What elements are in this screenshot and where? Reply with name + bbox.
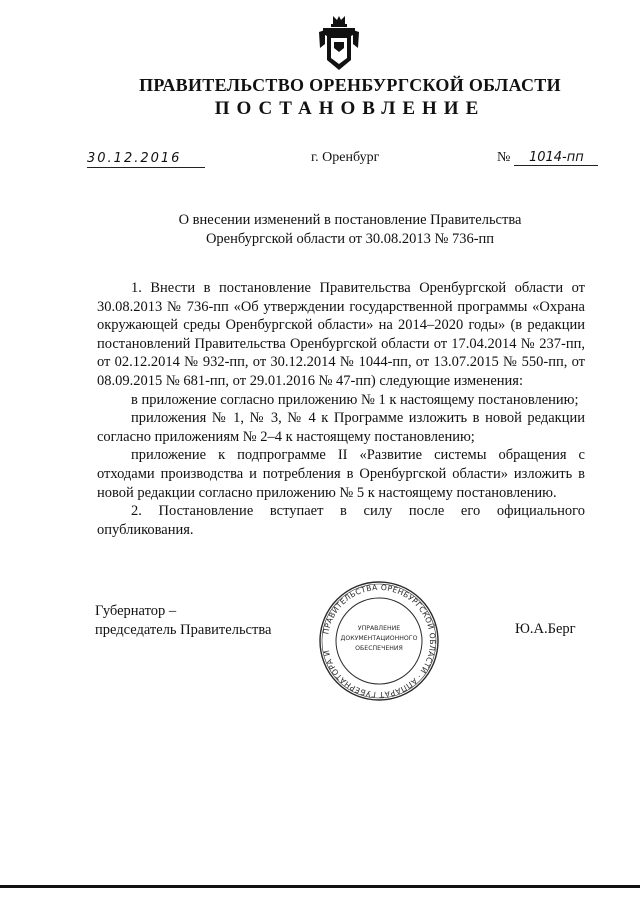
number-prefix: №: [497, 150, 511, 165]
signatory-title-line1: Губернатор –: [95, 603, 177, 619]
signatory-name: Ю.А.Берг: [515, 621, 576, 637]
organization-title: ПРАВИТЕЛЬСТВО ОРЕНБУРГСКОЙ ОБЛАСТИ: [139, 75, 561, 95]
seal-inner-line2: ДОКУМЕНТАЦИОННОГО: [340, 635, 418, 642]
page-bottom-rule: [0, 885, 640, 888]
paragraph-item-1: в приложение согласно приложению № 1 к настоящему постановлению;: [131, 391, 579, 408]
document-subject: О внесении изменений в постановление Правительства Оренбургской области от 30.08.2013 № 736-пп: [178, 212, 522, 247]
paragraph-2: 2. Постановление вступает в силу после его официального опубликования.: [97, 503, 585, 538]
seal-inner-line3: ОБЕСПЕЧЕНИЯ: [355, 645, 403, 652]
seal-outer-text: ПРАВИТЕЛЬСТВА ОРЕНБУРГСКОЙ ОБЛАСТИ · АППАРАТ ГУБЕРНАТОРА И: [321, 582, 438, 700]
paragraph-item-2: приложения № 1, № 3, № 4 к Программе изложить в новой редакции согласно приложениям № 2–4 к настоящему постановлению;: [97, 410, 585, 445]
document-date: 30.12.2016: [87, 151, 205, 168]
paragraph-item-3: приложение к подпрограмме II «Развитие системы обращения с отходами производства и потребления в Оренбургской области» изложить в новой редакции согласно приложению № 5 к настоящему постановлению.: [97, 447, 585, 501]
paragraph-1: 1. Внести в постановление Правительства Оренбургской области от 30.08.2013 № 736-пп «Об утверждении государственной программы «Охрана окружающей среды Оренбургской области» на 2014–2020 годы» (в редакции постановлений Правительства Оренбургской области от 17.04.2014 № 237-пп, от 02.12.2014 № 932-пп, от 30.12.2014 № 1044-пп, от 13.07.2015 № 550-пп, от 08.09.2015 № 681-пп, от 29.01.2016 № 47-пп) следующие изменения:: [97, 280, 585, 389]
document-type-title: ПОСТАНОВЛЕНИЕ: [214, 98, 486, 119]
document-number: 1014-пп: [514, 150, 598, 166]
document-city: г. Оренбург: [311, 150, 380, 165]
document-number-block: [497, 150, 598, 166]
coat-of-arms-icon: [317, 14, 361, 74]
official-seal-icon: [318, 580, 440, 702]
signatory-title: [95, 602, 271, 640]
seal-inner-line1: УПРАВЛЕНИЕ: [357, 625, 401, 632]
signatory-title-line2: председатель Правительства: [95, 622, 272, 638]
document-body: [97, 279, 585, 539]
